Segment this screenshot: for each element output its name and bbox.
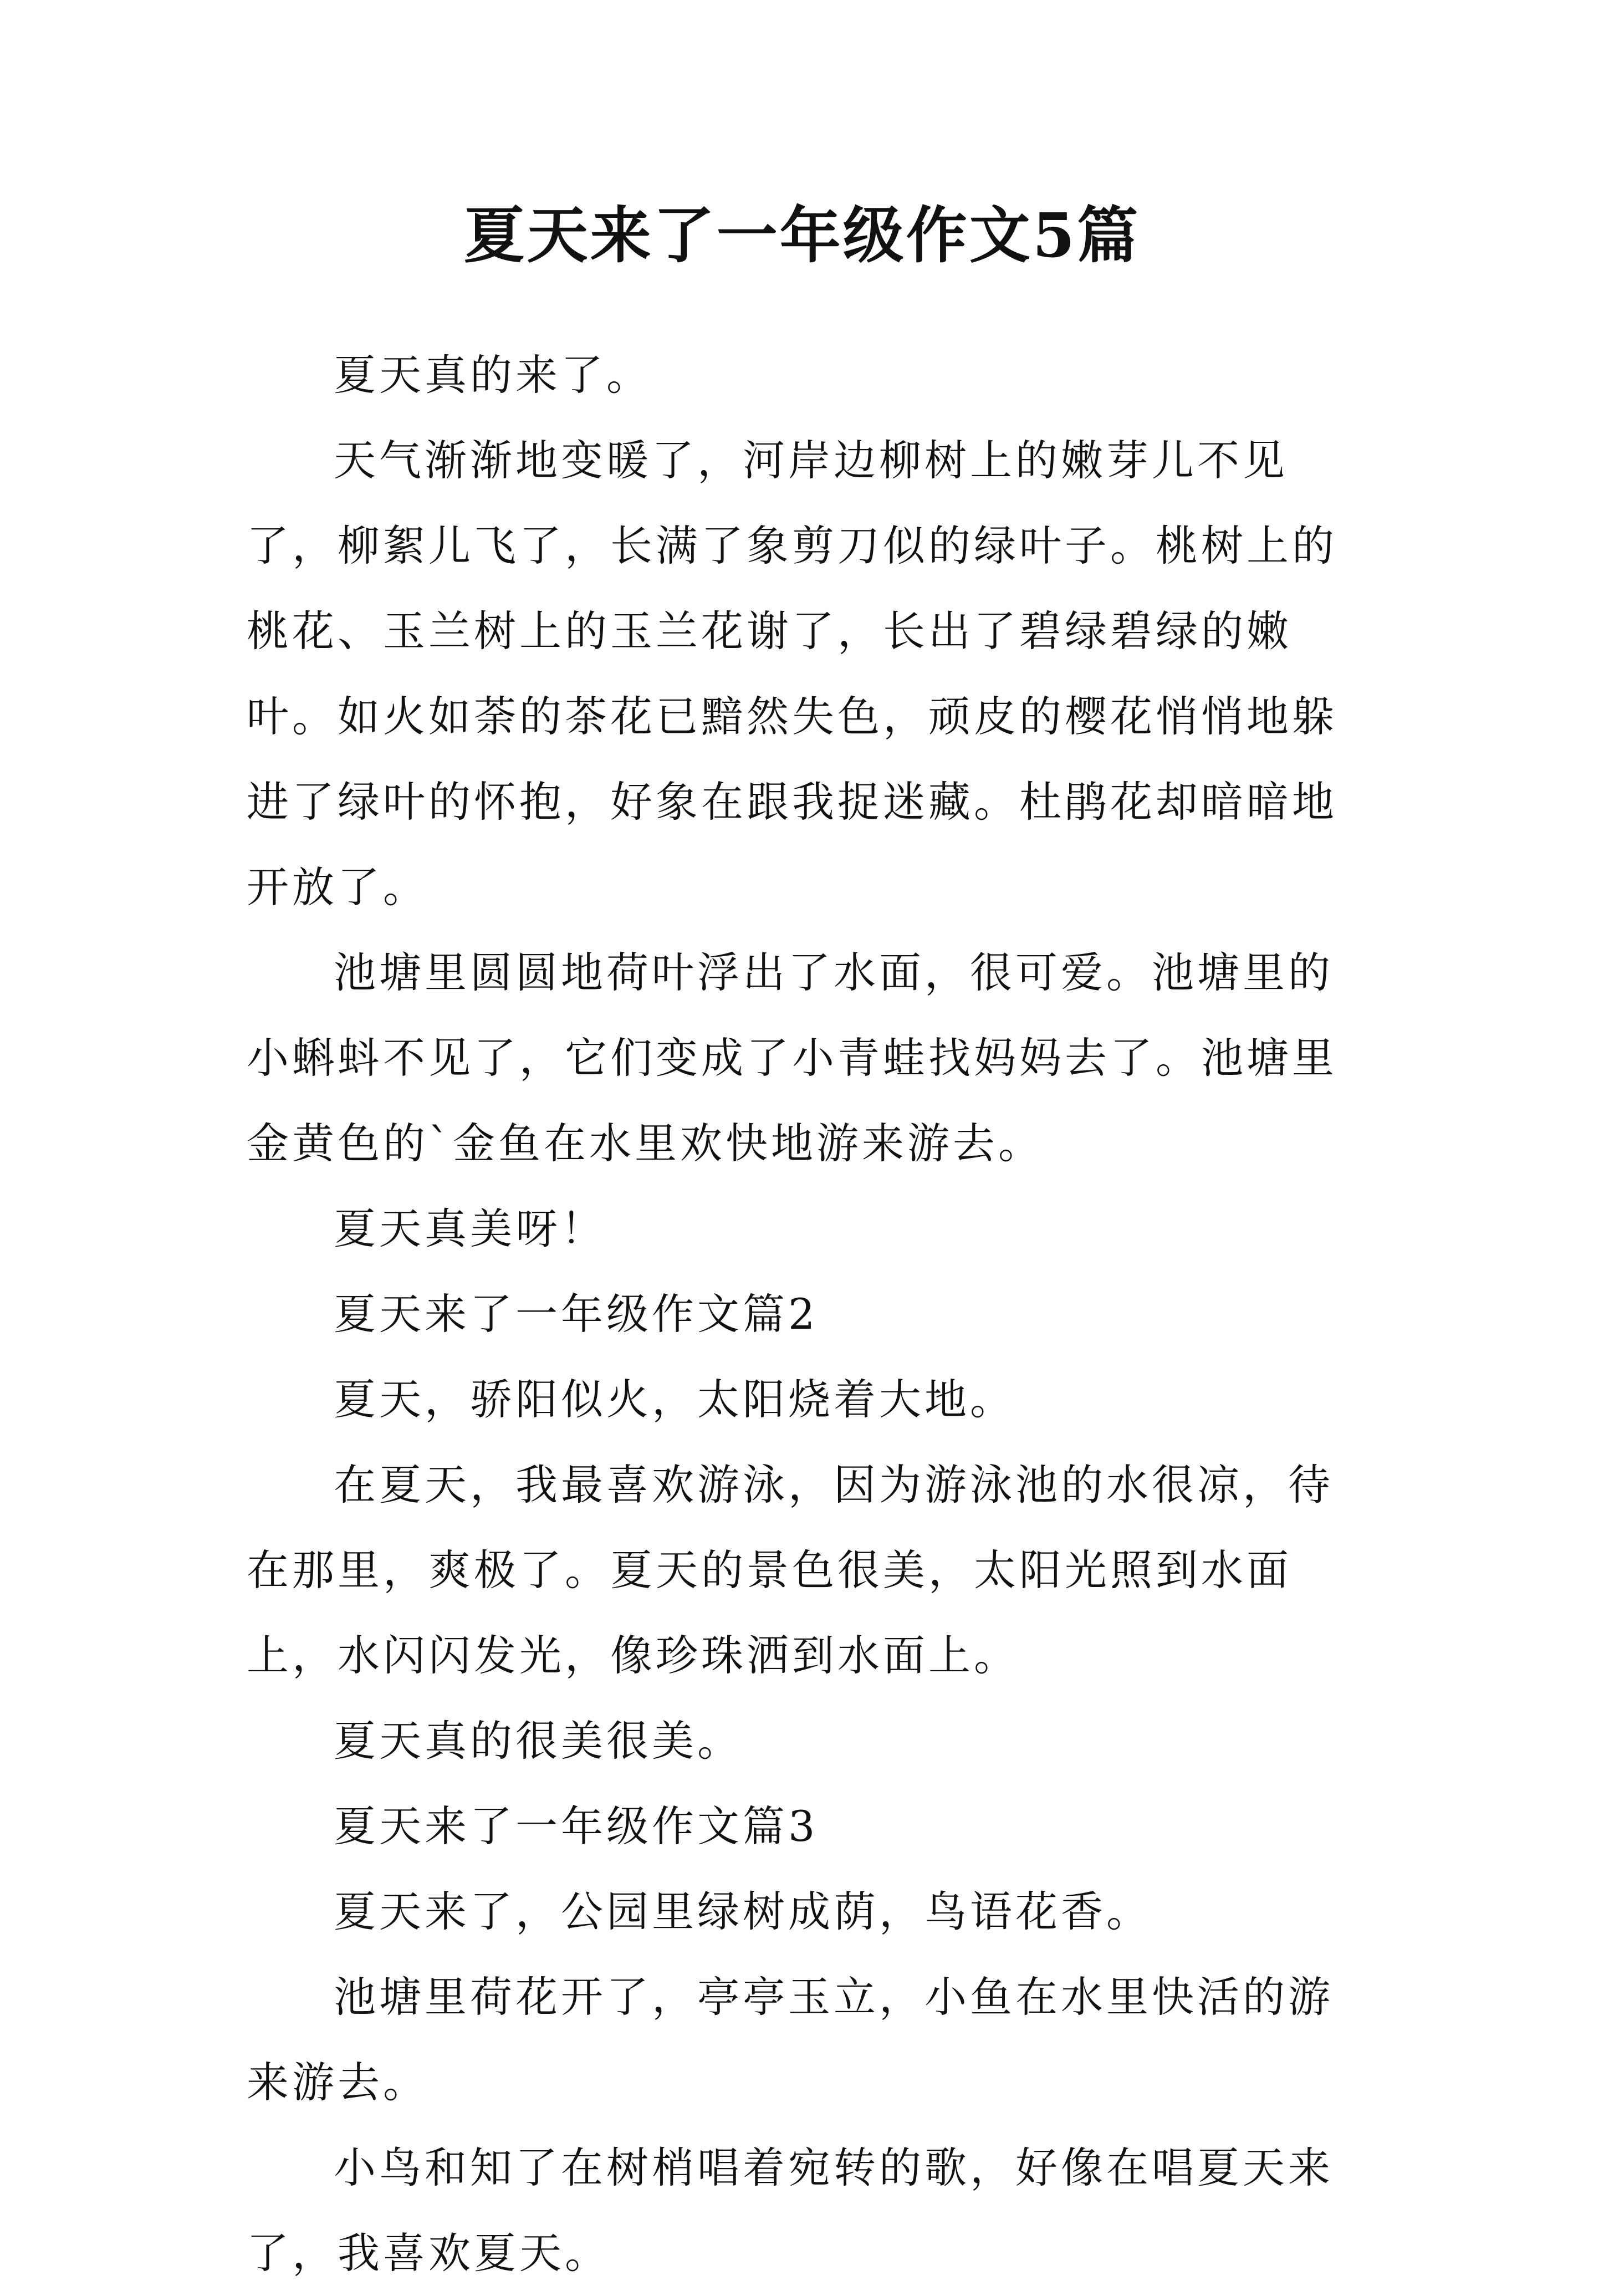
paragraph: 夏天来了，公园里绿树成荫，鸟语花香。 (334, 1887, 1152, 1936)
document-title: 夏天来了一年级作文5篇 (463, 200, 1141, 271)
paragraph: 夏天真的来了。 (334, 350, 652, 400)
paragraph: 夏天，骄阳似火，太阳烧着大地。 (334, 1375, 1015, 1424)
section-heading: 夏天来了一年级作文篇3 (334, 1802, 819, 1851)
paragraph: 天气渐渐地变暖了，河岸边柳树上的嫩芽儿不见了，柳絮儿飞了，长满了象剪刀似的绿叶子。桃树上的桃花、玉兰树上的玉兰花谢了，长出了碧绿碧绿的嫩叶。如火如荼的茶花已黯然失色，顽皮的樱花悄悄地躲进了绿叶的怀抱，好象在跟我捉迷藏。杜鹃花却暗暗地开放了。 (247, 436, 1337, 912)
paragraph: 小鸟和知了在树梢唱着宛转的歌，好像在唱夏天来了，我喜欢夏天。 (247, 2143, 1334, 2278)
document-body (247, 333, 1372, 2296)
paragraph: 在夏天，我最喜欢游泳，因为游泳池的水很凉，待在那里，爽极了。夏天的景色很美，太阳光照到水面上，水闪闪发光，像珍珠洒到水面上。 (247, 1460, 1334, 1680)
paragraph: 池塘里荷花开了，亭亭玉立，小鱼在水里快活的游来游去。 (247, 1972, 1334, 2107)
paragraph: 夏天真的很美很美。 (334, 1716, 743, 1766)
paragraph: 夏天真美呀！ (334, 1204, 606, 1253)
section-heading: 夏天来了一年级作文篇2 (334, 1289, 819, 1339)
paragraph: 池塘里圆圆地荷叶浮出了水面，很可爱。池塘里的小蝌蚪不见了，它们变成了小青蛙找妈妈去了。池塘里金黄色的`金鱼在水里欢快地游来游去。 (247, 948, 1337, 1168)
